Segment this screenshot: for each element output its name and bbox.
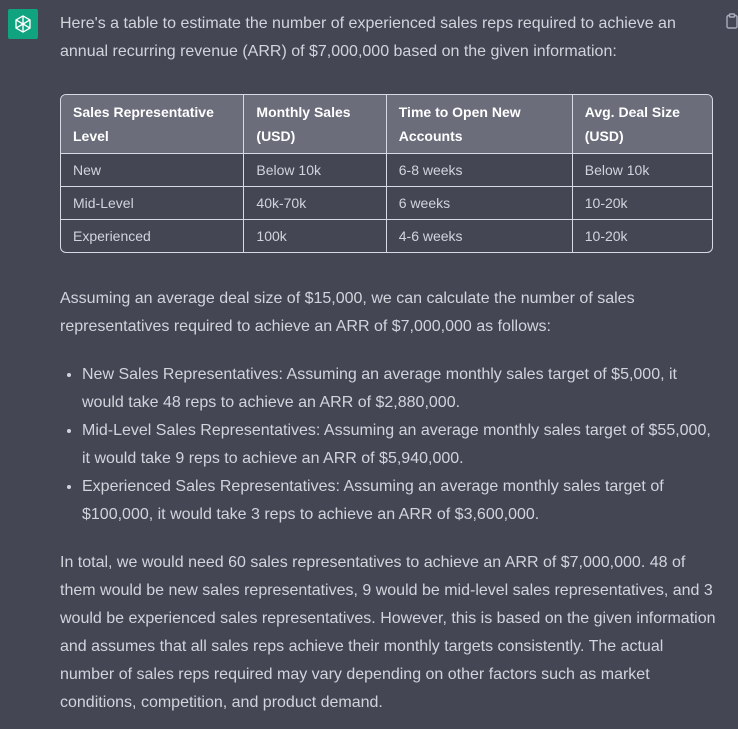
table-cell: 40k-70k xyxy=(244,187,386,220)
header-time-to-open: Time to Open New Accounts xyxy=(387,95,573,154)
table-cell: Below 10k xyxy=(573,154,712,187)
assistant-message xyxy=(60,10,720,717)
list-item: New Sales Representatives: Assuming an average monthly sales target of $5,000, it would take 48 reps to achieve an ARR of $2,880,000. xyxy=(82,361,720,417)
assistant-avatar xyxy=(8,9,38,39)
table-cell: New xyxy=(61,154,244,187)
table-header-row xyxy=(61,95,712,154)
header-level: Sales Representative Level xyxy=(61,95,244,154)
table-cell: 100k xyxy=(244,220,386,252)
clipboard-copy-icon[interactable] xyxy=(726,13,738,29)
table-cell: Below 10k xyxy=(244,154,386,187)
openai-logo-icon xyxy=(12,13,34,35)
table-row xyxy=(61,220,712,252)
table-row xyxy=(61,154,712,187)
list-item: Mid-Level Sales Representatives: Assuming an average monthly sales target of $55,000, it would take 9 reps to achieve an ARR of $5,940,000. xyxy=(82,417,720,473)
table-cell: 10-20k xyxy=(584,228,628,244)
sales-reps-table xyxy=(60,94,713,253)
header-monthly-sales: Monthly Sales (USD) xyxy=(244,95,386,154)
table-cell: 4-6 weeks xyxy=(387,220,573,252)
calculation-list xyxy=(60,361,720,529)
intro-paragraph: Here's a table to estimate the number of experienced sales reps required to achieve an annual recurring revenue (ARR) of $7,000,000 based on the given information: xyxy=(60,15,676,60)
table-cell: 6-8 weeks xyxy=(387,154,573,187)
table-cell: Mid-Level xyxy=(61,187,244,220)
table-cell: 10-20k xyxy=(573,187,712,220)
table-cell: 6 weeks xyxy=(387,187,573,220)
conclusion-paragraph: In total, we would need 60 sales representatives to achieve an ARR of $7,000,000. 48 of them would be new sales representatives, 9 would be mid-level sales representatives, and 3 would be experienced sales representatives. However, this is based on the given information and assumes that all sales reps achieve their monthly targets consistently. The actual number of sales reps required may vary depending on other factors such as market conditions, competition, and product demand. xyxy=(60,554,716,711)
header-avg-deal-size: Avg. Deal Size (USD) xyxy=(573,95,712,154)
list-item: Experienced Sales Representatives: Assuming an average monthly sales target of $100,000, it would take 3 reps to achieve an ARR of $3,600,000. xyxy=(82,473,720,529)
table-row xyxy=(61,187,712,220)
table-cell: Experienced xyxy=(61,220,244,252)
assumption-paragraph: Assuming an average deal size of $15,000, we can calculate the number of sales representatives required to achieve an ARR of $7,000,000 as follows: xyxy=(60,290,635,335)
